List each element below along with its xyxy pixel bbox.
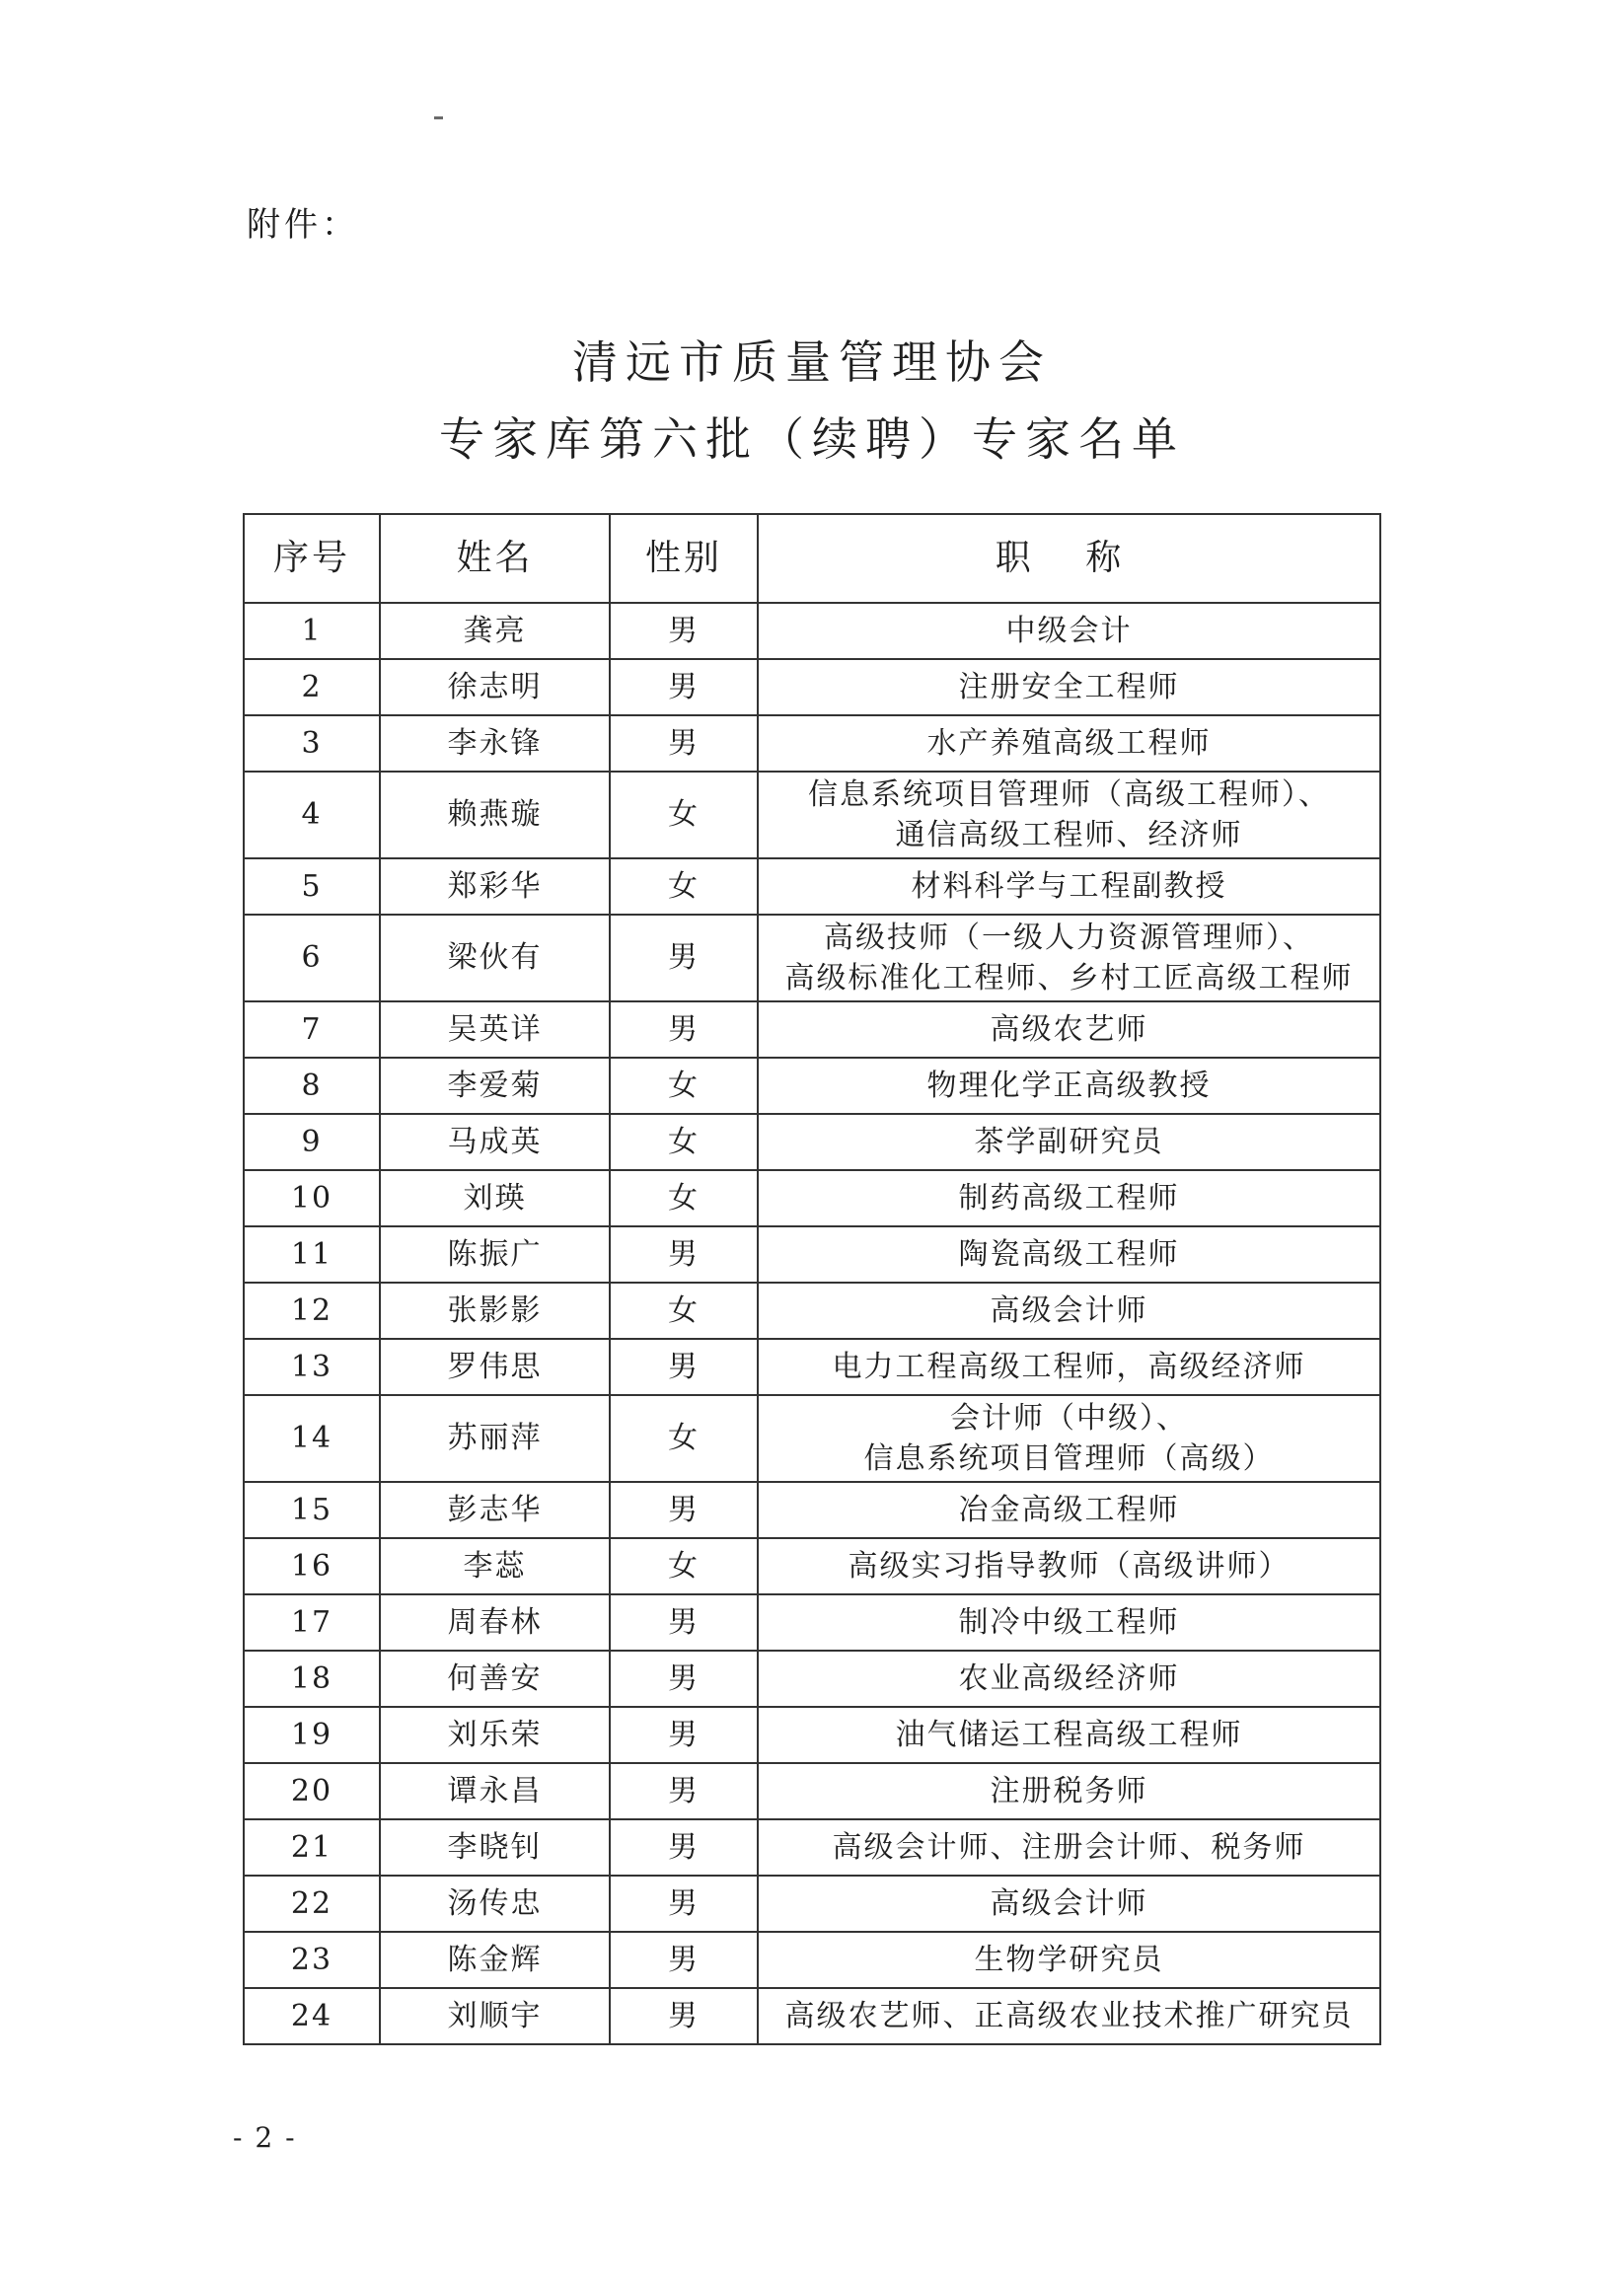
cell-gender: 男 [610, 1226, 758, 1283]
table-row [244, 772, 1380, 858]
title-line: 注册安全工程师 [958, 669, 1180, 704]
expert-list-table [243, 513, 1381, 2045]
document-title-line1: 清远市质量管理协会 [572, 335, 1052, 389]
scan-speck [434, 116, 443, 119]
cell-name: 梁伙有 [380, 915, 610, 1001]
title-line: 信息系统项目管理师（高级工程师）、 [808, 776, 1330, 812]
cell-no: 19 [244, 1707, 380, 1763]
table-row [244, 1339, 1380, 1395]
cell-no: 5 [244, 858, 380, 915]
table-row [244, 715, 1380, 772]
cell-name: 陈金辉 [380, 1932, 610, 1988]
column-header-no: 序号 [244, 514, 380, 603]
cell-no: 17 [244, 1594, 380, 1651]
title-line: 陶瓷高级工程师 [958, 1236, 1180, 1272]
title-line: 电力工程高级工程师，高级经济师 [832, 1349, 1306, 1384]
cell-no: 3 [244, 715, 380, 772]
title-line: 高级农艺师、正高级农业技术推广研究员 [784, 1998, 1354, 2033]
title-line: 中级会计 [1005, 613, 1133, 648]
cell-title [758, 1283, 1380, 1339]
cell-name: 刘顺宇 [380, 1988, 610, 2044]
cell-gender: 男 [610, 1763, 758, 1819]
cell-no: 13 [244, 1339, 380, 1395]
table-row [244, 1283, 1380, 1339]
cell-title [758, 1932, 1380, 1988]
table-row [244, 1170, 1380, 1226]
cell-gender: 男 [610, 1932, 758, 1988]
cell-gender: 男 [610, 915, 758, 1001]
cell-gender: 男 [610, 1001, 758, 1058]
title-line: 高级农艺师 [990, 1011, 1148, 1047]
table-row [244, 1651, 1380, 1707]
cell-name: 赖燕璇 [380, 772, 610, 858]
cell-title [758, 1339, 1380, 1395]
title-line: 物理化学正高级教授 [926, 1068, 1212, 1103]
title-line: 高级会计师、注册会计师、税务师 [832, 1829, 1306, 1865]
cell-name: 何善安 [380, 1651, 610, 1707]
table-row [244, 858, 1380, 915]
cell-title [758, 1170, 1380, 1226]
column-header-gender: 性别 [610, 514, 758, 603]
cell-name: 刘瑛 [380, 1170, 610, 1226]
cell-title [758, 915, 1380, 1001]
cell-gender: 女 [610, 858, 758, 915]
column-header-title: 职 称 [758, 514, 1380, 603]
cell-gender: 女 [610, 1170, 758, 1226]
cell-name: 张影影 [380, 1283, 610, 1339]
table-row [244, 1876, 1380, 1932]
cell-no: 11 [244, 1226, 380, 1283]
cell-gender: 男 [610, 1876, 758, 1932]
column-header-name: 姓名 [380, 514, 610, 603]
attachment-label: 附件： [247, 205, 359, 245]
cell-name: 谭永昌 [380, 1763, 610, 1819]
title-line: 制药高级工程师 [958, 1180, 1180, 1216]
cell-no: 1 [244, 603, 380, 659]
cell-gender: 男 [610, 1707, 758, 1763]
cell-title [758, 1819, 1380, 1876]
cell-name: 汤传忠 [380, 1876, 610, 1932]
cell-no: 8 [244, 1058, 380, 1114]
cell-title [758, 1763, 1380, 1819]
cell-gender: 男 [610, 1594, 758, 1651]
cell-title [758, 1114, 1380, 1170]
cell-no: 24 [244, 1988, 380, 2044]
table-body [244, 603, 1380, 2044]
cell-name: 刘乐荣 [380, 1707, 610, 1763]
cell-no: 6 [244, 915, 380, 1001]
cell-name: 罗伟思 [380, 1339, 610, 1395]
cell-name: 龚亮 [380, 603, 610, 659]
cell-title [758, 1058, 1380, 1114]
cell-no: 14 [244, 1395, 380, 1482]
table-row [244, 1707, 1380, 1763]
cell-name: 彭志华 [380, 1482, 610, 1538]
table-row [244, 915, 1380, 1001]
title-line: 材料科学与工程副教授 [911, 868, 1227, 904]
cell-gender: 男 [610, 1988, 758, 2044]
cell-name: 李爱菊 [380, 1058, 610, 1114]
cell-no: 12 [244, 1283, 380, 1339]
cell-name: 马成英 [380, 1114, 610, 1170]
cell-title [758, 1594, 1380, 1651]
cell-no: 9 [244, 1114, 380, 1170]
title-line: 信息系统项目管理师（高级） [863, 1441, 1275, 1476]
document-title-line2: 专家库第六批（续聘）专家名单 [439, 412, 1185, 466]
cell-gender: 男 [610, 1819, 758, 1876]
cell-gender: 男 [610, 715, 758, 772]
table-row [244, 1763, 1380, 1819]
cell-no: 7 [244, 1001, 380, 1058]
cell-gender: 男 [610, 1482, 758, 1538]
cell-name: 周春林 [380, 1594, 610, 1651]
cell-no: 2 [244, 659, 380, 715]
table-header-row [244, 514, 1380, 603]
cell-gender: 女 [610, 1058, 758, 1114]
cell-title [758, 1482, 1380, 1538]
cell-gender: 女 [610, 1395, 758, 1482]
cell-name: 吴英详 [380, 1001, 610, 1058]
cell-title [758, 1226, 1380, 1283]
title-line: 制冷中级工程师 [958, 1604, 1180, 1640]
cell-title [758, 1876, 1380, 1932]
cell-name: 李永锋 [380, 715, 610, 772]
title-line: 会计师（中级）、 [950, 1400, 1188, 1436]
table-row [244, 1932, 1380, 1988]
cell-gender: 男 [610, 603, 758, 659]
cell-gender: 男 [610, 659, 758, 715]
cell-no: 16 [244, 1538, 380, 1594]
table-row [244, 1226, 1380, 1283]
table-row [244, 1058, 1380, 1114]
cell-title [758, 772, 1380, 858]
table-row [244, 1395, 1380, 1482]
cell-no: 10 [244, 1170, 380, 1226]
cell-name: 陈振广 [380, 1226, 610, 1283]
cell-title [758, 1707, 1380, 1763]
title-line: 农业高级经济师 [958, 1660, 1180, 1696]
cell-title [758, 858, 1380, 915]
title-line: 高级技师（一级人力资源管理师）、 [824, 920, 1314, 955]
title-line: 油气储运工程高级工程师 [895, 1717, 1243, 1752]
cell-gender: 男 [610, 1651, 758, 1707]
cell-no: 21 [244, 1819, 380, 1876]
cell-title [758, 1538, 1380, 1594]
cell-title [758, 1001, 1380, 1058]
table-row [244, 659, 1380, 715]
table-row [244, 1482, 1380, 1538]
cell-name: 徐志明 [380, 659, 610, 715]
cell-name: 郑彩华 [380, 858, 610, 915]
title-line: 冶金高级工程师 [958, 1492, 1180, 1527]
title-line: 茶学副研究员 [974, 1124, 1164, 1159]
title-line: 水产养殖高级工程师 [926, 725, 1212, 761]
table-row [244, 1114, 1380, 1170]
title-line: 生物学研究员 [974, 1942, 1164, 1977]
cell-gender: 女 [610, 1283, 758, 1339]
table-row [244, 1594, 1380, 1651]
table-row [244, 1819, 1380, 1876]
title-line: 高级实习指导教师（高级讲师） [848, 1548, 1291, 1584]
cell-gender: 女 [610, 1114, 758, 1170]
table-row [244, 1001, 1380, 1058]
cell-no: 15 [244, 1482, 380, 1538]
title-line: 高级会计师 [990, 1885, 1148, 1921]
cell-title [758, 603, 1380, 659]
cell-title [758, 1988, 1380, 2044]
page-number: - 2 - [233, 2121, 297, 2154]
table-row [244, 1988, 1380, 2044]
title-line: 通信高级工程师、经济师 [895, 818, 1243, 852]
table-row [244, 603, 1380, 659]
cell-title [758, 1395, 1380, 1482]
cell-name: 苏丽萍 [380, 1395, 610, 1482]
cell-gender: 女 [610, 772, 758, 858]
cell-no: 22 [244, 1876, 380, 1932]
cell-no: 23 [244, 1932, 380, 1988]
cell-gender: 女 [610, 1538, 758, 1594]
cell-gender: 男 [610, 1339, 758, 1395]
cell-no: 4 [244, 772, 380, 858]
cell-title [758, 1651, 1380, 1707]
cell-no: 18 [244, 1651, 380, 1707]
cell-title [758, 659, 1380, 715]
cell-name: 李蕊 [380, 1538, 610, 1594]
cell-title [758, 715, 1380, 772]
cell-no: 20 [244, 1763, 380, 1819]
cell-name: 李晓钊 [380, 1819, 610, 1876]
title-line: 高级会计师 [990, 1292, 1148, 1328]
title-line: 高级标准化工程师、乡村工匠高级工程师 [784, 961, 1354, 996]
title-line: 注册税务师 [990, 1773, 1148, 1808]
table-row [244, 1538, 1380, 1594]
